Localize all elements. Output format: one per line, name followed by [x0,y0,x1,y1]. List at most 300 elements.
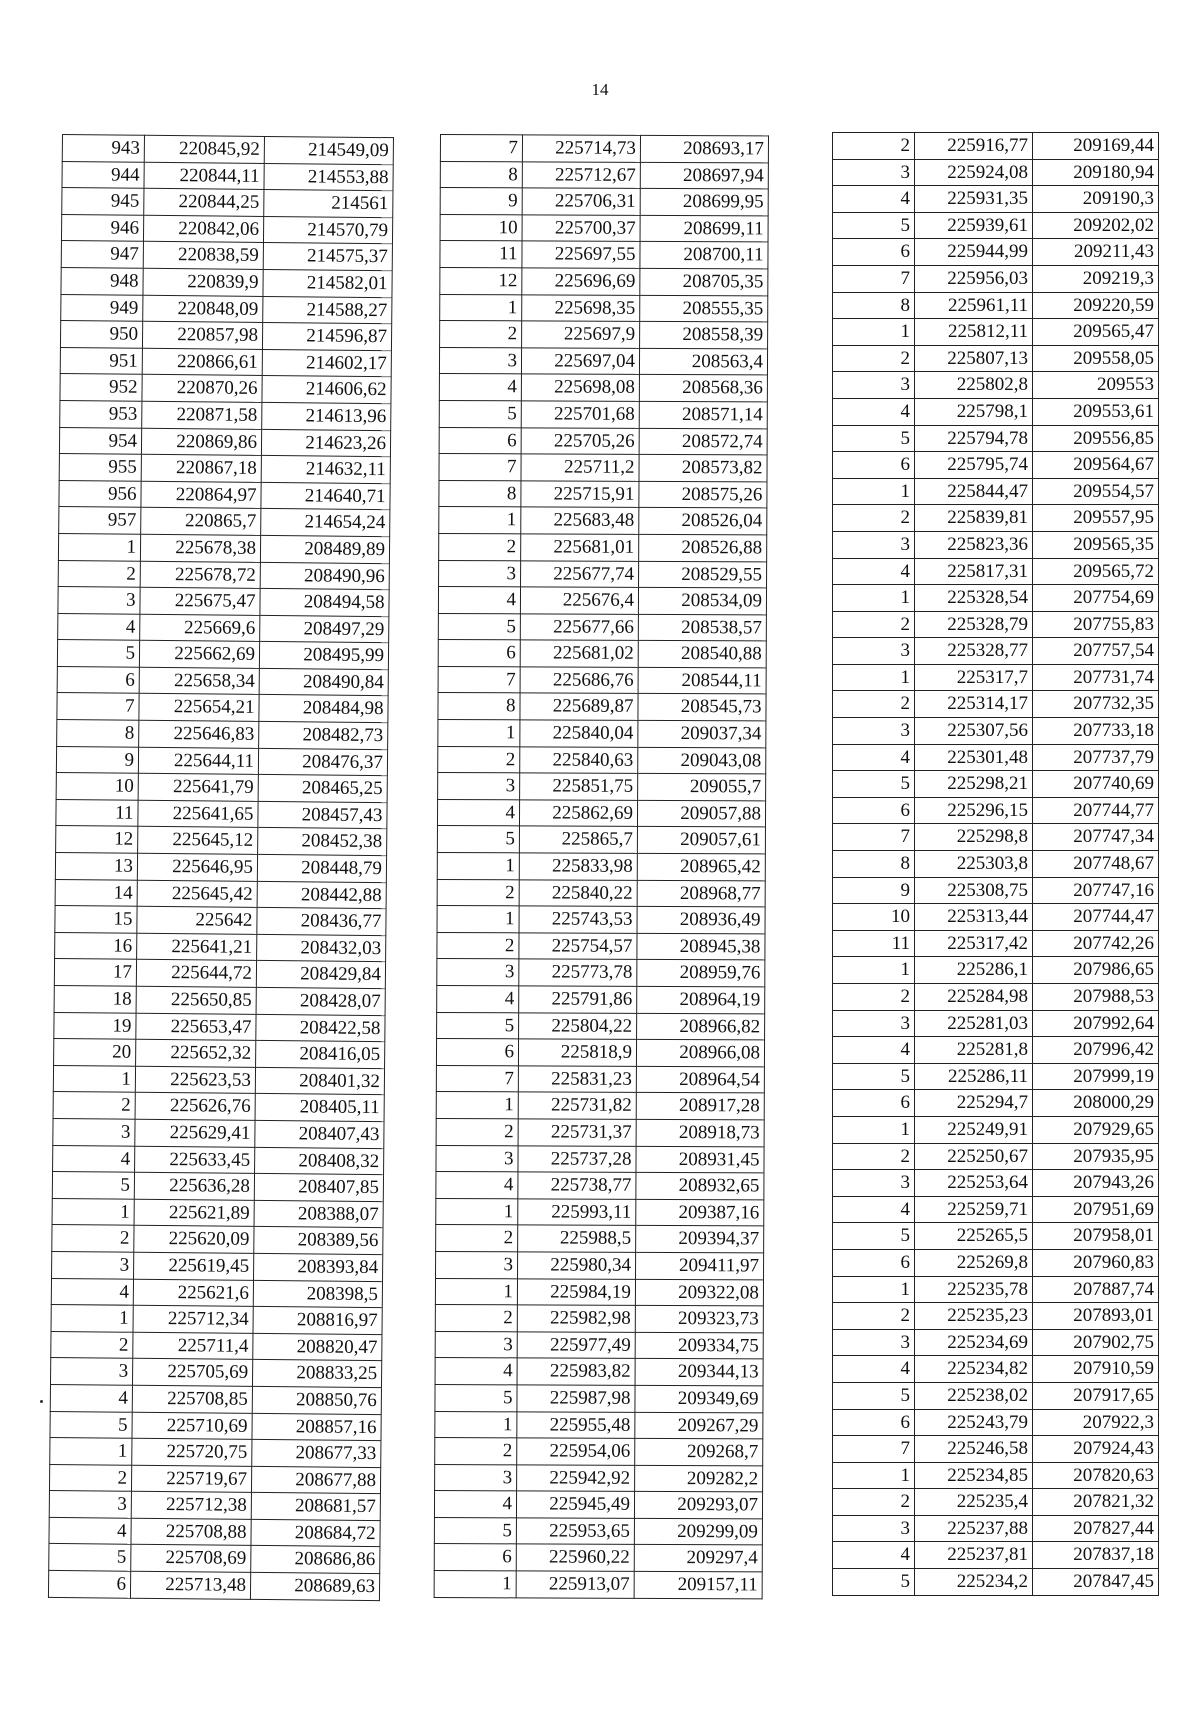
table-row [438,640,766,668]
table-row [438,746,766,774]
table-row [53,1092,384,1122]
point-number-cell: 946 [61,214,143,241]
point-number-cell: 3 [833,159,915,186]
point-number-cell: 1 [833,957,915,984]
x-coordinate-cell: 225817,31 [915,558,1033,585]
x-coordinate-cell: 220864,97 [141,481,261,509]
table-row [434,1571,762,1599]
x-coordinate-cell: 225916,77 [915,133,1033,160]
point-number-cell: 5 [438,613,520,640]
table-row [833,265,1159,292]
y-coordinate-cell: 207744,77 [1033,797,1159,824]
table-row [833,1063,1159,1090]
x-coordinate-cell: 225253,64 [915,1170,1033,1197]
x-coordinate-cell: 225698,08 [521,374,639,401]
point-number-cell: 3 [833,638,915,665]
table-row [62,135,393,165]
x-coordinate-cell: 225654,21 [139,694,259,722]
x-coordinate-cell: 225977,49 [517,1332,635,1359]
y-coordinate-cell: 209565,47 [1033,319,1159,346]
y-coordinate-cell: 209411,97 [636,1252,764,1279]
x-coordinate-cell: 225234,85 [915,1462,1033,1489]
table-row [48,1571,379,1601]
table-row [435,1358,763,1386]
point-number-cell: 5 [833,771,915,798]
point-number-cell: 7 [833,1436,915,1463]
point-number-cell: 6 [439,427,521,454]
x-coordinate-cell: 225713,48 [130,1571,250,1599]
y-coordinate-cell: 208452,38 [258,828,387,856]
point-number-cell: 956 [59,480,141,507]
x-coordinate-cell: 225676,4 [520,587,638,614]
y-coordinate-cell: 214623,26 [261,429,390,457]
y-coordinate-cell: 209043,08 [638,747,766,774]
table-row [52,1172,383,1202]
point-number-cell: 1 [440,294,522,321]
x-coordinate-cell: 225686,76 [520,667,638,694]
y-coordinate-cell: 208555,35 [640,295,768,322]
y-coordinate-cell: 208918,73 [636,1119,764,1146]
x-coordinate-cell: 225931,35 [915,186,1033,213]
point-number-cell: 3 [833,372,915,399]
x-coordinate-cell: 225715,91 [521,481,639,508]
point-number-cell: 8 [833,292,915,319]
y-coordinate-cell: 208573,82 [639,454,767,481]
x-coordinate-cell: 225714,73 [522,135,640,162]
point-number-cell: 10 [440,214,522,241]
table-row [833,1223,1159,1250]
point-number-cell: 949 [61,294,143,321]
point-number-cell: 3 [439,560,521,587]
y-coordinate-cell: 214602,17 [262,349,391,377]
table-row [52,1251,383,1281]
x-coordinate-cell: 225804,22 [519,1012,637,1039]
y-coordinate-cell: 208432,03 [257,934,386,962]
x-coordinate-cell: 225833,98 [519,853,637,880]
y-coordinate-cell: 208693,17 [640,135,768,162]
x-coordinate-cell: 225791,86 [519,986,637,1013]
y-coordinate-cell: 214570,79 [263,216,392,244]
y-coordinate-cell: 208534,09 [638,587,766,614]
y-coordinate-cell: 208482,73 [259,721,388,749]
point-number-cell: 4 [49,1517,131,1544]
y-coordinate-cell: 209293,07 [634,1492,762,1519]
x-coordinate-cell: 225662,69 [139,641,259,669]
x-coordinate-cell: 220871,58 [142,401,262,429]
table-row [439,400,767,428]
x-coordinate-cell: 225681,02 [520,640,638,667]
x-coordinate-cell: 225738,77 [518,1172,636,1199]
table-row [436,1251,764,1279]
table-row [436,1065,764,1093]
x-coordinate-cell: 225238,02 [915,1382,1033,1409]
table-row [52,1198,383,1228]
y-coordinate-cell: 208388,07 [254,1200,383,1228]
table-row [833,611,1159,638]
point-number-cell: 3 [437,959,519,986]
table-row [439,533,767,561]
x-coordinate-cell: 225681,01 [521,534,639,561]
y-coordinate-cell: 209299,09 [634,1518,762,1545]
y-coordinate-cell: 208000,29 [1033,1090,1159,1117]
coordinates-table-1 [48,134,394,1601]
x-coordinate-cell: 220844,11 [144,162,264,190]
x-coordinate-cell: 225988,5 [518,1225,636,1252]
table-row [833,1196,1159,1223]
y-coordinate-cell: 208495,99 [259,642,388,670]
y-coordinate-cell: 207910,59 [1033,1356,1159,1383]
y-coordinate-cell: 207748,67 [1033,851,1159,878]
x-coordinate-cell: 225993,11 [518,1199,636,1226]
x-coordinate-cell: 225317,7 [915,664,1033,691]
x-coordinate-cell: 225865,7 [519,826,637,853]
y-coordinate-cell: 207754,69 [1033,585,1159,612]
y-coordinate-cell: 208526,04 [639,508,767,535]
table-row [833,1303,1159,1330]
table-row [440,188,768,216]
y-coordinate-cell: 209564,67 [1033,452,1159,479]
x-coordinate-cell: 225629,41 [135,1119,255,1147]
x-coordinate-cell: 225308,75 [915,877,1033,904]
y-coordinate-cell: 208677,88 [251,1466,380,1494]
point-number-cell: 4 [833,1196,915,1223]
point-number-cell: 3 [833,531,915,558]
point-number-cell: 5 [57,640,139,667]
x-coordinate-cell: 220842,06 [143,215,263,243]
y-coordinate-cell: 208538,57 [638,614,766,641]
point-number-cell: 4 [833,744,915,771]
table-row [435,1331,763,1359]
table-row [436,1172,764,1200]
point-number-cell: 2 [437,879,519,906]
x-coordinate-cell: 225798,1 [915,398,1033,425]
point-number-cell: 957 [59,507,141,534]
point-number-cell: 4 [833,1037,915,1064]
table-row [57,666,388,696]
y-coordinate-cell: 208966,82 [637,1013,765,1040]
y-coordinate-cell: 209565,35 [1033,531,1159,558]
y-coordinate-cell: 208959,76 [637,960,765,987]
x-coordinate-cell: 225944,99 [915,239,1033,266]
point-number-cell: 2 [438,746,520,773]
table-row [438,773,766,801]
table-row [51,1305,382,1335]
table-row [62,161,393,191]
table-row [833,904,1159,931]
x-coordinate-cell: 225710,69 [132,1412,252,1440]
x-coordinate-cell: 225939,61 [915,212,1033,239]
table-row [439,347,767,375]
table-row [435,1438,763,1466]
point-number-cell: 5 [49,1544,131,1571]
point-number-cell: 1 [51,1305,133,1332]
table-row [833,1329,1159,1356]
point-number-cell: 8 [438,693,520,720]
x-coordinate-cell: 225259,71 [915,1196,1033,1223]
y-coordinate-cell: 207837,18 [1033,1542,1159,1569]
x-coordinate-cell: 225234,82 [915,1356,1033,1383]
table-row [833,239,1159,266]
point-number-cell: 3 [50,1358,132,1385]
point-number-cell: 2 [833,505,915,532]
point-number-cell: 12 [56,826,138,853]
x-coordinate-cell: 225807,13 [915,345,1033,372]
table-row [833,1569,1159,1596]
x-coordinate-cell: 225237,81 [915,1542,1033,1569]
table-row [56,746,387,776]
point-number-cell: 4 [434,1491,516,1518]
page-number: 14 [591,80,609,99]
x-coordinate-cell: 225235,23 [915,1303,1033,1330]
table-row [56,773,387,803]
point-number-cell: 4 [50,1384,132,1411]
table-row [833,372,1159,399]
y-coordinate-cell: 207960,83 [1033,1249,1159,1276]
x-coordinate-cell: 225794,78 [915,425,1033,452]
x-coordinate-cell: 225314,17 [915,691,1033,718]
point-number-cell: 3 [436,1145,518,1172]
x-coordinate-cell: 225812,11 [915,319,1033,346]
point-number-cell: 4 [438,587,520,614]
table-row [438,720,766,748]
y-coordinate-cell: 214582,01 [263,269,392,297]
x-coordinate-cell: 225234,2 [915,1569,1033,1596]
table-row [51,1331,382,1361]
y-coordinate-cell: 208575,26 [639,481,767,508]
y-coordinate-cell: 208700,11 [640,242,768,269]
table-row [437,799,765,827]
x-coordinate-cell: 225984,19 [517,1278,635,1305]
y-coordinate-cell: 208526,88 [639,534,767,561]
y-coordinate-cell: 214632,11 [261,456,390,484]
point-number-cell: 4 [51,1278,133,1305]
x-coordinate-cell: 225953,65 [516,1518,634,1545]
y-coordinate-cell: 214553,88 [264,163,393,191]
table-row [833,133,1159,160]
x-coordinate-cell: 225653,47 [136,1013,256,1041]
x-coordinate-cell: 225924,08 [915,159,1033,186]
table-row [833,212,1159,239]
y-coordinate-cell: 214613,96 [262,402,391,430]
y-coordinate-cell: 208490,84 [259,668,388,696]
y-coordinate-cell: 208465,25 [258,775,387,803]
table-row [833,1090,1159,1117]
x-coordinate-cell: 225712,38 [131,1492,251,1520]
point-number-cell: 3 [52,1251,134,1278]
table-row [56,799,387,829]
x-coordinate-cell: 225301,48 [915,744,1033,771]
y-coordinate-cell: 208540,88 [638,641,766,668]
point-number-cell: 3 [53,1118,135,1145]
point-number-cell: 2 [833,1489,915,1516]
table-row [437,932,765,960]
point-number-cell: 18 [54,985,136,1012]
table-row [54,1039,385,1069]
table-row [833,478,1159,505]
x-coordinate-cell: 225711,2 [521,454,639,481]
point-number-cell: 1 [435,1278,517,1305]
point-number-cell: 3 [833,1329,915,1356]
table-row [53,1145,384,1175]
y-coordinate-cell: 208820,47 [253,1333,382,1361]
y-coordinate-cell: 208448,79 [257,854,386,882]
table-row [437,959,765,987]
point-number-cell: 1 [833,478,915,505]
x-coordinate-cell: 225303,8 [915,851,1033,878]
table-row [59,507,390,537]
point-number-cell: 4 [439,374,521,401]
scan-speck [40,1400,43,1403]
point-number-cell: 1 [437,906,519,933]
table-row [60,374,391,404]
table-row [833,1276,1159,1303]
x-coordinate-cell: 225650,85 [136,986,256,1014]
x-coordinate-cell: 225645,12 [138,827,258,855]
table-row [434,1491,762,1519]
point-number-cell: 4 [436,1172,518,1199]
x-coordinate-cell: 225281,03 [915,1010,1033,1037]
table-row [833,1116,1159,1143]
point-number-cell: 2 [435,1305,517,1332]
table-row [833,585,1159,612]
point-number-cell: 3 [833,718,915,745]
table-row [440,241,768,269]
point-number-cell: 3 [439,347,521,374]
point-number-cell: 1 [58,533,140,560]
y-coordinate-cell: 207744,47 [1033,904,1159,931]
x-coordinate-cell: 225851,75 [520,773,638,800]
table-row [435,1464,763,1492]
point-number-cell: 1 [53,1065,135,1092]
y-coordinate-cell: 209190,3 [1033,186,1159,213]
table-row [61,214,392,244]
table-row [439,480,767,508]
point-number-cell: 5 [437,1012,519,1039]
point-number-cell: 4 [53,1145,135,1172]
table-row [833,984,1159,1011]
point-number-cell: 10 [56,773,138,800]
point-number-cell: 11 [440,241,522,268]
point-number-cell: 5 [833,425,915,452]
point-number-cell: 1 [435,1411,517,1438]
table-row [439,560,767,588]
table-row [59,480,390,510]
point-number-cell: 9 [833,877,915,904]
point-number-cell: 1 [833,664,915,691]
point-number-cell: 4 [833,186,915,213]
y-coordinate-cell: 209057,61 [637,827,765,854]
point-number-cell: 5 [833,1569,915,1596]
x-coordinate-cell: 220839,9 [143,268,263,296]
y-coordinate-cell: 208968,77 [637,880,765,907]
x-coordinate-cell: 225773,78 [519,959,637,986]
y-coordinate-cell: 207958,01 [1033,1223,1159,1250]
y-coordinate-cell: 207943,26 [1033,1170,1159,1197]
y-coordinate-cell: 208436,77 [257,908,386,936]
x-coordinate-cell: 225696,69 [522,268,640,295]
x-coordinate-cell: 225328,77 [915,638,1033,665]
table-row [55,879,386,909]
point-number-cell: 8 [439,480,521,507]
y-coordinate-cell: 209344,13 [635,1359,763,1386]
y-coordinate-cell: 209557,95 [1033,505,1159,532]
table-row [833,345,1159,372]
x-coordinate-cell: 225754,57 [519,933,637,960]
y-coordinate-cell: 208568,36 [639,375,767,402]
table-row [439,374,767,402]
y-coordinate-cell: 209334,75 [635,1332,763,1359]
y-coordinate-cell: 207757,54 [1033,638,1159,665]
y-coordinate-cell: 208964,54 [636,1066,764,1093]
point-number-cell: 3 [436,1251,518,1278]
table-row [61,294,392,324]
y-coordinate-cell: 208428,07 [256,987,385,1015]
table-row [50,1358,381,1388]
table-row [833,425,1159,452]
point-number-cell: 12 [440,267,522,294]
x-coordinate-cell: 225818,9 [518,1039,636,1066]
y-coordinate-cell: 208401,32 [255,1067,384,1095]
table-row [833,744,1159,771]
x-coordinate-cell: 225708,85 [132,1385,252,1413]
point-number-cell: 5 [833,1223,915,1250]
x-coordinate-cell: 225641,21 [137,933,257,961]
point-number-cell: 3 [833,1010,915,1037]
x-coordinate-cell: 225698,35 [522,294,640,321]
y-coordinate-cell: 207737,79 [1033,744,1159,771]
y-coordinate-cell: 209387,16 [636,1199,764,1226]
table-row [55,853,386,883]
table-row [58,533,389,563]
point-number-cell: 5 [833,1382,915,1409]
y-coordinate-cell: 207847,45 [1033,1569,1159,1596]
x-coordinate-cell: 225265,5 [915,1223,1033,1250]
point-number-cell: 11 [833,930,915,957]
table-row [439,427,767,455]
y-coordinate-cell: 207820,63 [1033,1462,1159,1489]
table-row [52,1225,383,1255]
y-coordinate-cell: 208408,32 [255,1147,384,1175]
y-coordinate-cell: 207732,35 [1033,691,1159,718]
x-coordinate-cell: 225621,89 [134,1199,254,1227]
x-coordinate-cell: 220865,7 [141,508,261,536]
y-coordinate-cell: 208965,42 [637,853,765,880]
point-number-cell: 1 [833,319,915,346]
table-row [58,613,389,643]
table-row [437,906,765,934]
table-row [440,214,768,242]
x-coordinate-cell: 225621,6 [133,1279,253,1307]
table-row [439,507,767,535]
y-coordinate-cell: 214606,62 [262,376,391,404]
y-coordinate-cell: 209211,43 [1033,239,1159,266]
x-coordinate-cell: 225708,88 [131,1518,251,1546]
y-coordinate-cell: 208416,05 [256,1041,385,1069]
table-row [440,161,768,189]
y-coordinate-cell: 207747,34 [1033,824,1159,851]
table-row [436,1039,764,1067]
point-number-cell: 2 [51,1331,133,1358]
y-coordinate-cell: 208442,88 [257,881,386,909]
point-number-cell: 2 [833,345,915,372]
x-coordinate-cell: 225250,67 [915,1143,1033,1170]
y-coordinate-cell: 209037,34 [638,720,766,747]
point-number-cell: 5 [52,1172,134,1199]
y-coordinate-cell: 208571,14 [639,401,767,428]
x-coordinate-cell: 225982,98 [517,1305,635,1332]
y-coordinate-cell: 208932,65 [636,1173,764,1200]
point-number-cell: 11 [56,799,138,826]
